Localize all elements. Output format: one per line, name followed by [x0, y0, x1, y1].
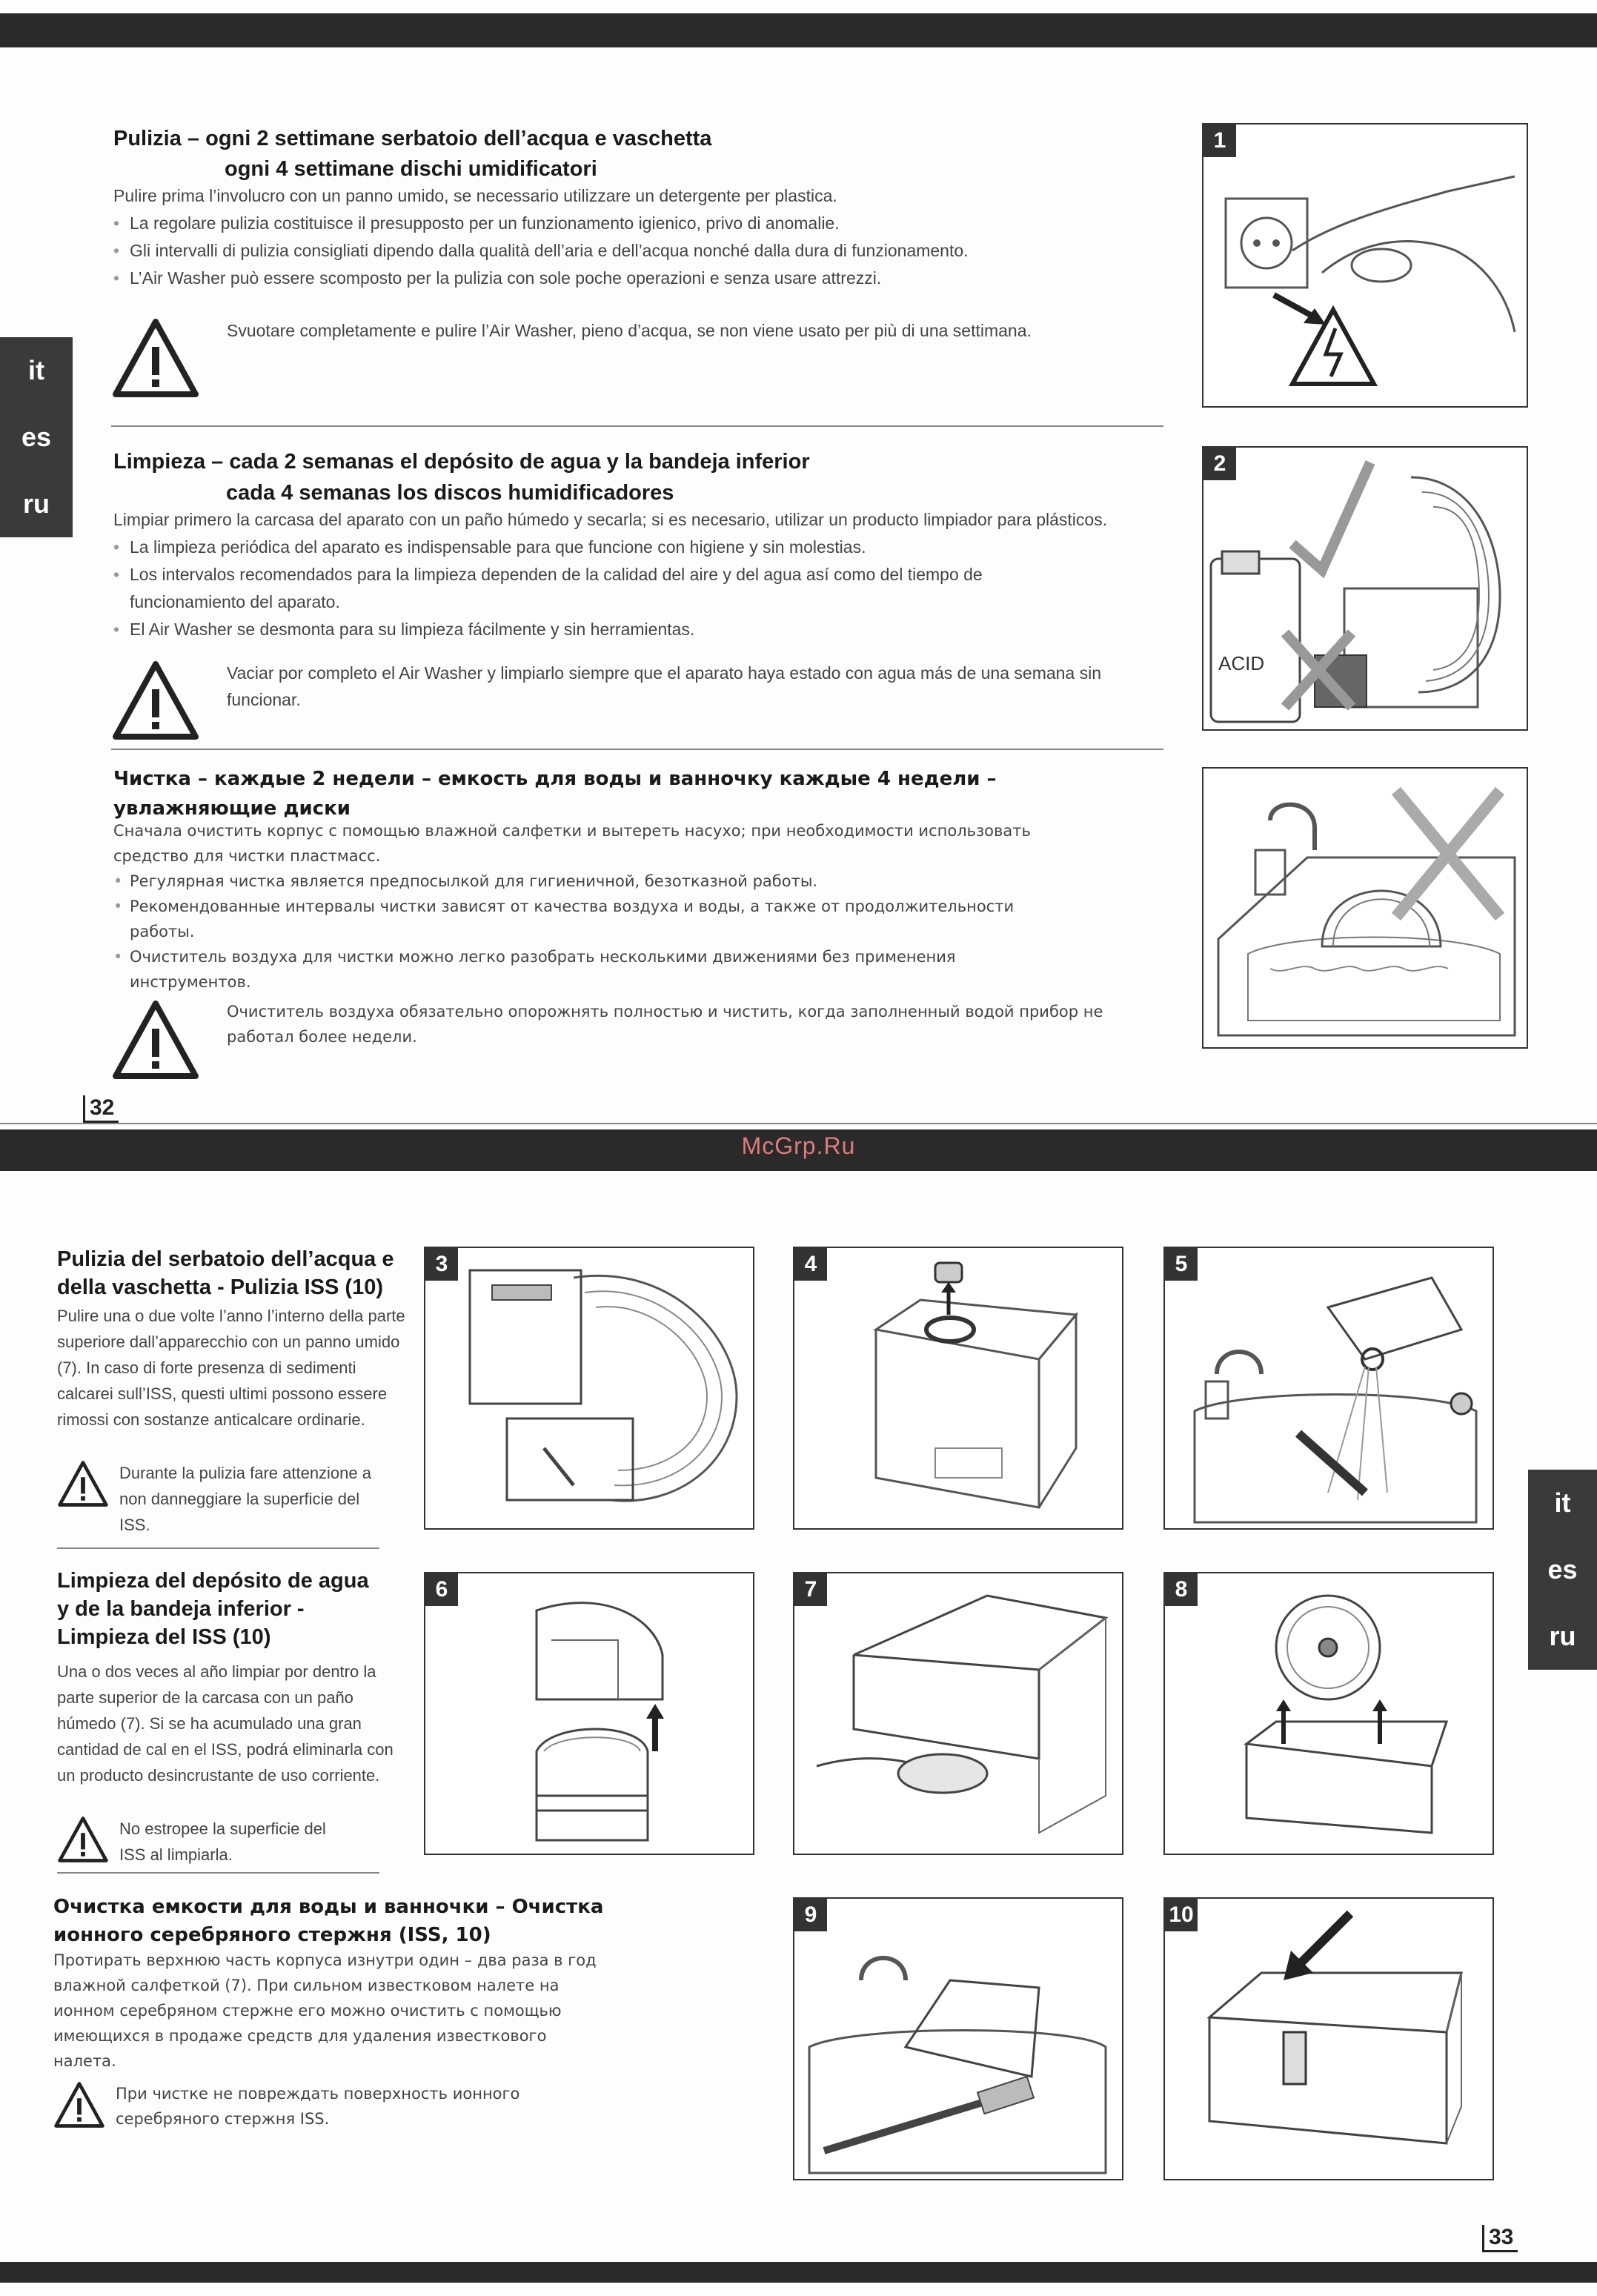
unplug-illustration: [1203, 125, 1527, 406]
it-intro: Pulire prima l’involucro con un panno umido, se necessario utilizzare un detergente per plastica.: [113, 186, 837, 205]
es-bullet: • Los intervalos recomendados para la limpieza dependen de la calidad del aire y del agua así como del tiempo de funcionamiento del aparato.: [113, 561, 1086, 616]
bottom-it-warning: [57, 1460, 405, 1538]
es-bullet: • La limpieza periódica del aparato es indispensable para que funcione con higiene y sin molestias.: [113, 534, 1166, 561]
lang-es: es: [1547, 1554, 1578, 1585]
figure-9: [793, 1897, 1123, 2180]
figure-2: [1202, 446, 1528, 731]
bottom-it-title: Pulizia del serbatoio dell’acqua e della vaschetta - Pulizia ISS (10): [57, 1247, 394, 1299]
figure-7: [793, 1572, 1123, 1855]
es-title-2: cada 4 semanas los discos humidificadores: [226, 481, 674, 505]
it-bullet: • Gli intervalli di pulizia consigliati dipendo dalla qualità dell’aria e dell’acqua nonché dalla dura di funzionamento.: [113, 237, 1166, 265]
it-warning-text: Svuotare completamente e pulire l’Air Washer, pieno d’acqua, se non viene usato per più di una settimana.: [227, 321, 1032, 340]
lang-es: es: [21, 422, 52, 452]
bottom-it-text: Pulire una o due volte l’anno l’interno della parte superiore dall’apparecchio con un panno umido (7). In caso di forte presenza di sedimenti calcarei sull’ISS, questi ultimi possono essere rimossi con sostanze anticalcare ordinarie.: [57, 1307, 405, 1429]
acid-cleaner-illustration: [1203, 448, 1527, 729]
bottom-es-text: Una o dos veces al año limpiar por dentro la parte superior de la carcasa con un paño húmedo (7). Si se ha acumulado una gran cantidad de cal en el ISS, podrá eliminarla con un producto desincrustante de uso corriente.: [57, 1662, 394, 1785]
page-number-bottom: 33: [1482, 2225, 1518, 2252]
figure-number: 8: [1165, 1573, 1198, 1606]
rinse-tank-illustration: [1165, 1248, 1493, 1528]
section-divider: [57, 1872, 379, 1874]
section-divider: [57, 1547, 379, 1549]
figure-4: [793, 1247, 1123, 1530]
ru-bullet: • Очиститель воздуха для чистки можно легко разобрать несколькими движениями без применения инструментов.: [113, 944, 1077, 995]
tank-lift-illustration: [425, 1248, 753, 1528]
es-bullet: • El Air Washer se desmonta para su limpieza fácilmente y sin herramientas.: [113, 616, 1166, 643]
watermark: McGrp.Ru: [741, 1132, 856, 1159]
figure-10: [1163, 1897, 1494, 2180]
lang-it: it: [28, 355, 44, 385]
language-tab-bottom: [1528, 1470, 1597, 1670]
it-title-2: ogni 4 settimane dischi umidificatori: [225, 157, 597, 181]
iss-location-illustration: [1165, 1899, 1493, 2179]
brush-tray-illustration: [794, 1899, 1122, 2179]
figure-5: [1163, 1247, 1494, 1530]
es-intro: Limpiar primero la carcasa del aparato con un paño húmedo y secarla; si es necesario, utilizar un producto limpiador para plásticos.: [113, 510, 1108, 529]
no-dishwasher-illustration: [1203, 769, 1527, 1047]
es-warning: [111, 660, 1163, 741]
wipe-housing-illustration: [794, 1573, 1122, 1854]
ru-body: [113, 818, 1077, 995]
it-bullet: • La regolare pulizia costituisce il presupposto per un funzionamento igienico, privo di anomalie.: [113, 210, 1166, 237]
disc-drum-lift-illustration: [1165, 1573, 1493, 1854]
lang-it: it: [1554, 1487, 1571, 1518]
figure-1: [1202, 123, 1528, 408]
ru-intro: Сначала очистить корпус с помощью влажной салфетки и вытереть насухо; при необходимости использовать средство для чистки пластмасс.: [113, 822, 1031, 865]
ru-warning-text: Очиститель воздуха обязательно опорожнять полностью и чистить, когда заполненный водой прибор не работал более недели.: [227, 1003, 1103, 1046]
figure-number: 4: [794, 1248, 827, 1281]
figure-number: 7: [794, 1573, 827, 1606]
warning-triangle-icon: [111, 660, 200, 741]
figure-8: [1163, 1572, 1494, 1855]
bottom-ru-warning: [53, 2081, 602, 2131]
bottom-ru-title: Очистка емкости для воды и ванночки – Очистка ионного серебряного стержня (ISS, 10): [53, 1896, 604, 1946]
bottom-es-warning-text: No estropee la superficie del ISS al limpiarla.: [119, 1819, 326, 1864]
ru-title-1: Чистка – каждые 2 недели – емкость для воды и ванночку каждые 4 недели –: [113, 768, 997, 790]
figure-3: [424, 1247, 754, 1530]
figure-number: 2: [1203, 448, 1236, 480]
ru-bullet: • Рекомендованные интервалы чистки зависят от качества воздуха и воды, а также от продолжительности работы.: [113, 894, 1077, 944]
es-title-1: Limpieza – cada 2 semanas el depósito de agua y la bandeja inferior: [113, 450, 810, 474]
ru-warning: [111, 999, 1163, 1081]
page-number-top: 32: [83, 1095, 119, 1123]
bottom-ru-warning-text: При чистке не повреждать поверхность ионного серебряного стержня ISS.: [116, 2085, 520, 2128]
warning-triangle-icon: [53, 2081, 105, 2129]
figure-number: 10: [1165, 1899, 1198, 1931]
bottom-it-warning-text: Durante la pulizia fare attenzione a non danneggiare la superficie del ISS.: [119, 1464, 371, 1534]
bottom-es-title: Limpieza del depósito de agua y de la bandeja inferior - Limpieza del ISS (10): [57, 1569, 369, 1649]
figure-number: 3: [425, 1248, 458, 1281]
lang-ru: ru: [23, 488, 50, 519]
it-body: [113, 182, 1166, 292]
warning-triangle-icon: [111, 999, 200, 1081]
figure-number: 6: [425, 1573, 458, 1606]
figure-number: 5: [1165, 1248, 1198, 1281]
ru-bullet: • Регулярная чистка является предпосылкой для гигиеничной, безотказной работы.: [113, 869, 1077, 894]
warning-triangle-icon: [111, 317, 200, 399]
it-bullet: • L’Air Washer può essere scomposto per la pulizia con sole poche operazioni e senza usare attrezzi.: [113, 265, 1166, 292]
figure-number: 9: [794, 1899, 827, 1931]
section-divider: [111, 425, 1163, 427]
it-title-1: Pulizia – ogni 2 settimane serbatoio dell’acqua e vaschetta: [113, 127, 712, 150]
bottom-es-warning: [57, 1816, 405, 1868]
top-header-bar: [0, 13, 1597, 47]
figure-3-top: [1202, 767, 1528, 1049]
page-edge-line: [0, 1123, 1597, 1124]
es-body: [113, 506, 1166, 643]
figure-number: 1: [1203, 125, 1236, 157]
warning-triangle-icon: [57, 1460, 109, 1507]
lang-ru: ru: [1549, 1621, 1576, 1651]
bottom-ru-text: Протирать верхнюю часть корпуса изнутри один – два раза в год влажной салфеткой (7). При сильном известковом налете на ионном серебряном стержне его можно очистить с помощью имеющихся в продаже средств для удаления известкового налета.: [53, 1951, 597, 2070]
bottom-footer-bar: [0, 2262, 1597, 2283]
disc-stack-illustration: [425, 1573, 753, 1854]
warning-triangle-icon: [57, 1816, 109, 1863]
section-divider: [111, 749, 1163, 750]
ru-title-2: увлажняющие диски: [113, 797, 351, 820]
figure-6: [424, 1572, 754, 1855]
es-warning-text: Vaciar por completo el Air Washer y limpiarlo siempre que el aparato haya estado con agua más de una semana sin funcionar.: [227, 663, 1102, 709]
it-warning: [111, 317, 1163, 399]
language-tab-top: [0, 337, 73, 537]
cap-removal-illustration: [794, 1248, 1122, 1528]
acid-label: ACID: [1218, 652, 1265, 674]
